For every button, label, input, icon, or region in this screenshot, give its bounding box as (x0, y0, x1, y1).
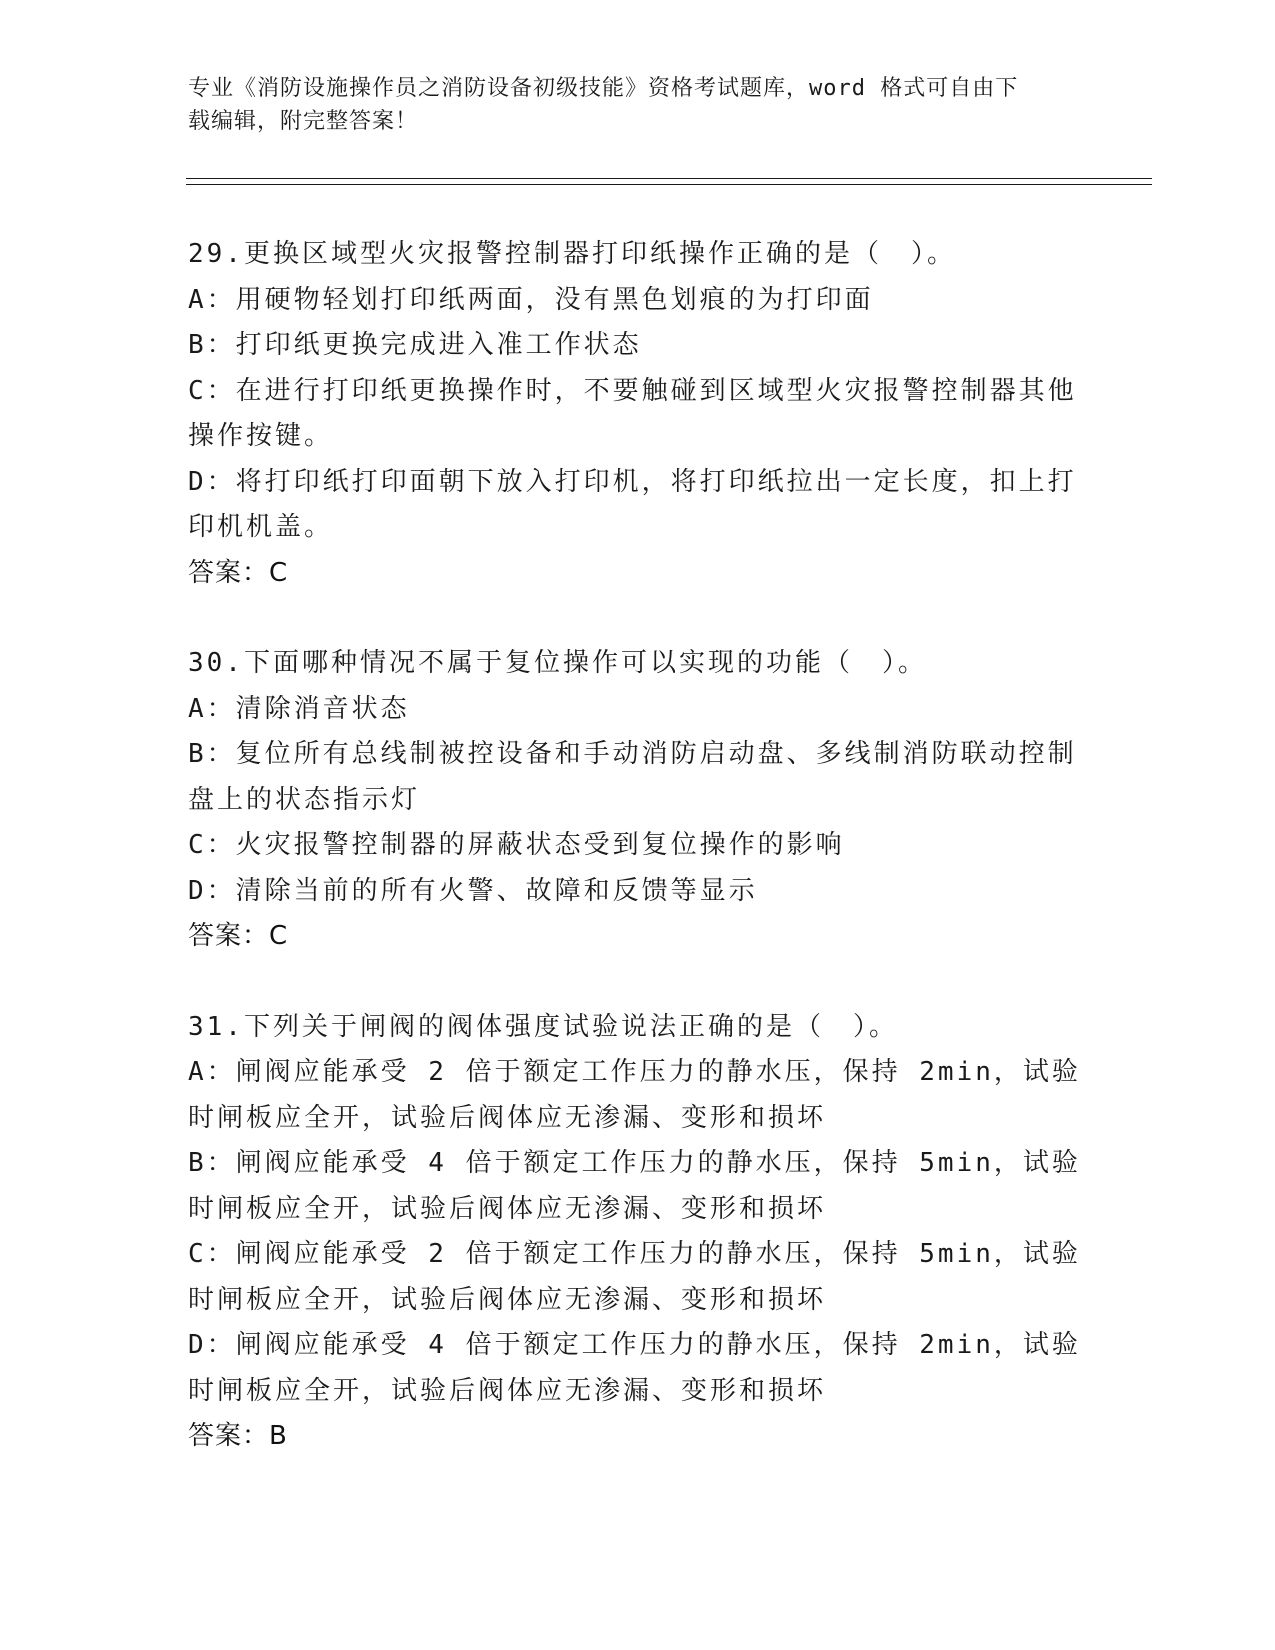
header-double-rule (186, 178, 1152, 185)
option-c: C：火灾报警控制器的屏蔽状态受到复位操作的影响 (188, 830, 845, 860)
answer-label: 答案：C (188, 921, 289, 951)
option-b: B：复位所有总线制被控设备和手动消防启动盘、多线制消防联动控制盘上的状态指示灯 (188, 739, 1077, 815)
question-title: 30.下面哪种情况不属于复位操作可以实现的功能（ ）。 (188, 648, 927, 678)
option-d: D：将打印纸打印面朝下放入打印机，将打印纸拉出一定长度，扣上打印机机盖。 (188, 466, 1077, 542)
option-a: A：闸阀应能承受 2 倍于额定工作压力的静水压，保持 2min，试验时闸板应全开，试验后阀体应无渗漏、变形和损坏 (188, 1057, 1081, 1133)
option-c: C：闸阀应能承受 2 倍于额定工作压力的静水压，保持 5min，试验时闸板应全开，试验后阀体应无渗漏、变形和损坏 (188, 1239, 1081, 1315)
intro-line-1: 专业《消防设施操作员之消防设备初级技能》资格考试题库，word 格式可自由下 (188, 76, 1019, 101)
question-29 (188, 232, 1088, 596)
document-intro (188, 72, 1088, 138)
option-c: C：在进行打印纸更换操作时，不要触碰到区域型火灾报警控制器其他操作按键。 (188, 375, 1077, 451)
question-title: 29.更换区域型火灾报警控制器打印纸操作正确的是（ ）。 (188, 239, 956, 269)
option-a: A：清除消音状态 (188, 693, 410, 724)
question-list (188, 232, 1088, 1505)
question-title: 31.下列关于闸阀的阀体强度试验说法正确的是（ ）。 (188, 1011, 898, 1042)
question-31 (188, 1005, 1088, 1460)
option-a: A：用硬物轻划打印纸两面，没有黑色划痕的为打印面 (188, 284, 874, 315)
answer-label: 答案：C (188, 557, 289, 588)
option-d: D：清除当前的所有火警、故障和反馈等显示 (188, 875, 758, 906)
answer-label: 答案：B (188, 1421, 288, 1451)
option-b: B：闸阀应能承受 4 倍于额定工作压力的静水压，保持 5min，试验时闸板应全开，试验后阀体应无渗漏、变形和损坏 (188, 1148, 1081, 1224)
option-d: D：闸阀应能承受 4 倍于额定工作压力的静水压，保持 2min，试验时闸板应全开，试验后阀体应无渗漏、变形和损坏 (188, 1330, 1081, 1406)
intro-line-2: 载编辑，附完整答案！ (188, 109, 419, 134)
option-b: B：打印纸更换完成进入准工作状态 (188, 330, 642, 360)
question-30 (188, 641, 1088, 960)
